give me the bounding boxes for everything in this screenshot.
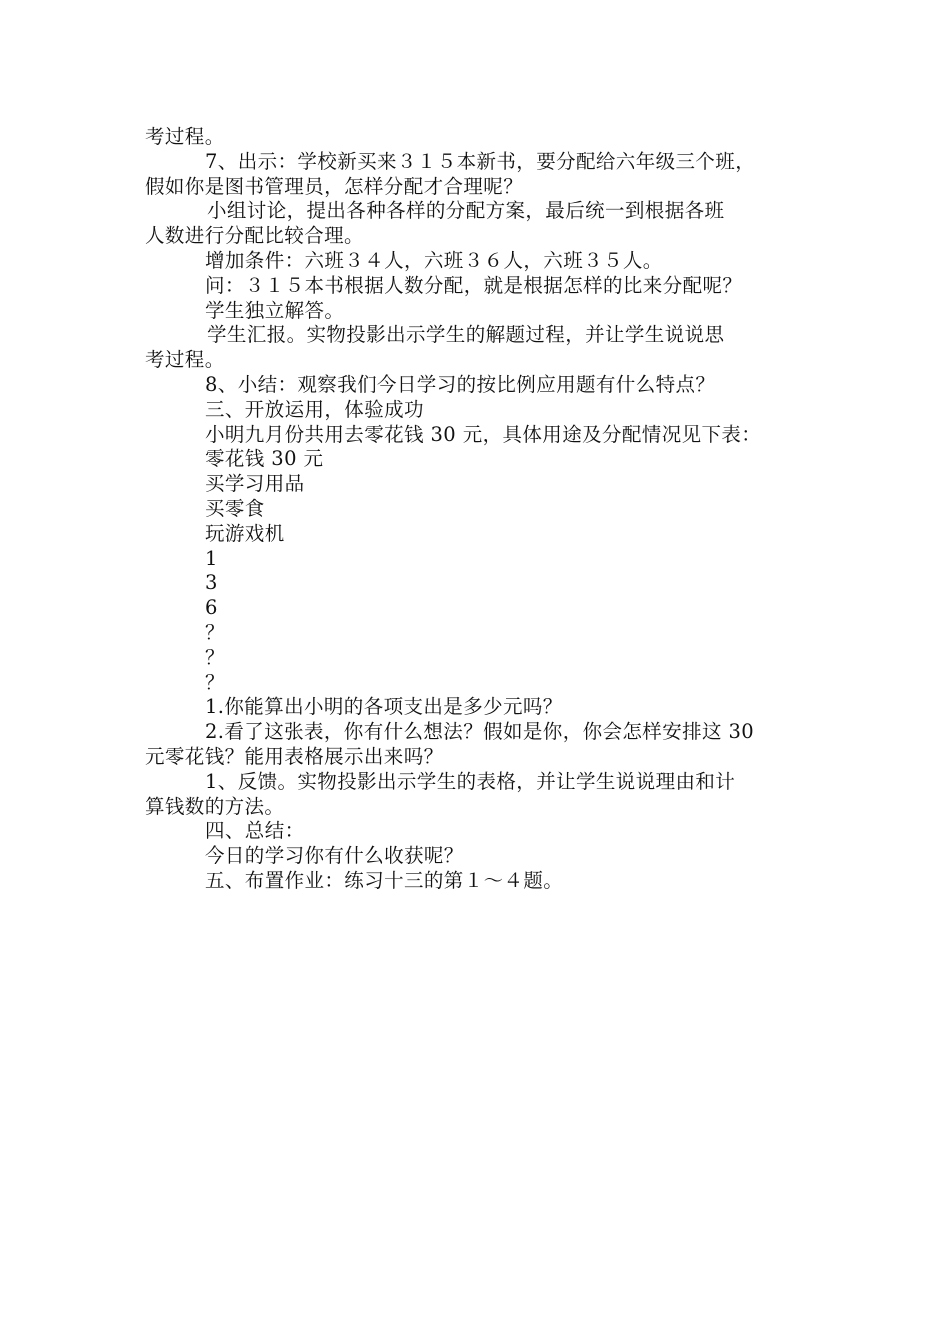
- section-heading: 三、开放运用，体验成功: [205, 397, 424, 421]
- table-cell: 玩游戏机: [205, 521, 285, 545]
- table-cell: 买零食: [205, 496, 265, 520]
- text-line: 1.你能算出小明的各项支出是多少元吗？: [205, 695, 563, 719]
- text-line: 1、反馈。实物投影出示学生的表格，并让学生说说理由和计: [205, 769, 736, 793]
- text-line: 学生独立解答。: [205, 298, 345, 322]
- table-cell: 1: [205, 546, 218, 570]
- text-line: 问：３１５本书根据人数分配，就是根据怎样的比来分配呢？: [205, 273, 743, 297]
- table-cell: 零花钱 30 元: [205, 447, 324, 471]
- text-line: 考过程。: [145, 125, 225, 148]
- table-cell: 3: [205, 571, 218, 595]
- text-line: 算钱数的方法。: [145, 794, 285, 818]
- table-cell: 6: [205, 596, 218, 620]
- document-body: [145, 125, 825, 894]
- text-line: 增加条件：六班３４人，六班３６人，六班３５人。: [205, 248, 663, 272]
- text-line: 考过程。: [145, 348, 225, 372]
- text-line: 元零花钱？能用表格展示出来吗？: [145, 744, 444, 768]
- text-line: 今日的学习你有什么收获呢？: [205, 844, 464, 868]
- text-line: 7、出示：学校新买来３１５本新书，要分配给六年级三个班，: [205, 149, 756, 173]
- section-heading: 五、布置作业：练习十三的第１～４题。: [205, 868, 564, 892]
- table-cell: ？: [205, 620, 225, 644]
- text-line: 学生汇报。实物投影出示学生的解题过程，并让学生说说思: [207, 323, 725, 347]
- text-line: 假如你是图书管理员，怎样分配才合理呢？: [145, 174, 524, 198]
- text-line: 8、小结：观察我们今日学习的按比例应用题有什么特点？: [205, 372, 716, 396]
- table-cell: ？: [205, 645, 225, 669]
- table-cell: 买学习用品: [205, 472, 305, 496]
- text-line: 小组讨论，提出各种各样的分配方案，最后统一到根据各班: [207, 199, 725, 223]
- section-heading: 四、总结：: [205, 819, 305, 843]
- text-line: 2.看了这张表，你有什么想法？假如是你，你会怎样安排这 30: [205, 720, 755, 744]
- table-cell: ？: [205, 670, 225, 694]
- text-line: 小明九月份共用去零花钱 30 元，具体用途及分配情况见下表：: [205, 422, 762, 446]
- text-line: 人数进行分配比较合理。: [145, 224, 364, 248]
